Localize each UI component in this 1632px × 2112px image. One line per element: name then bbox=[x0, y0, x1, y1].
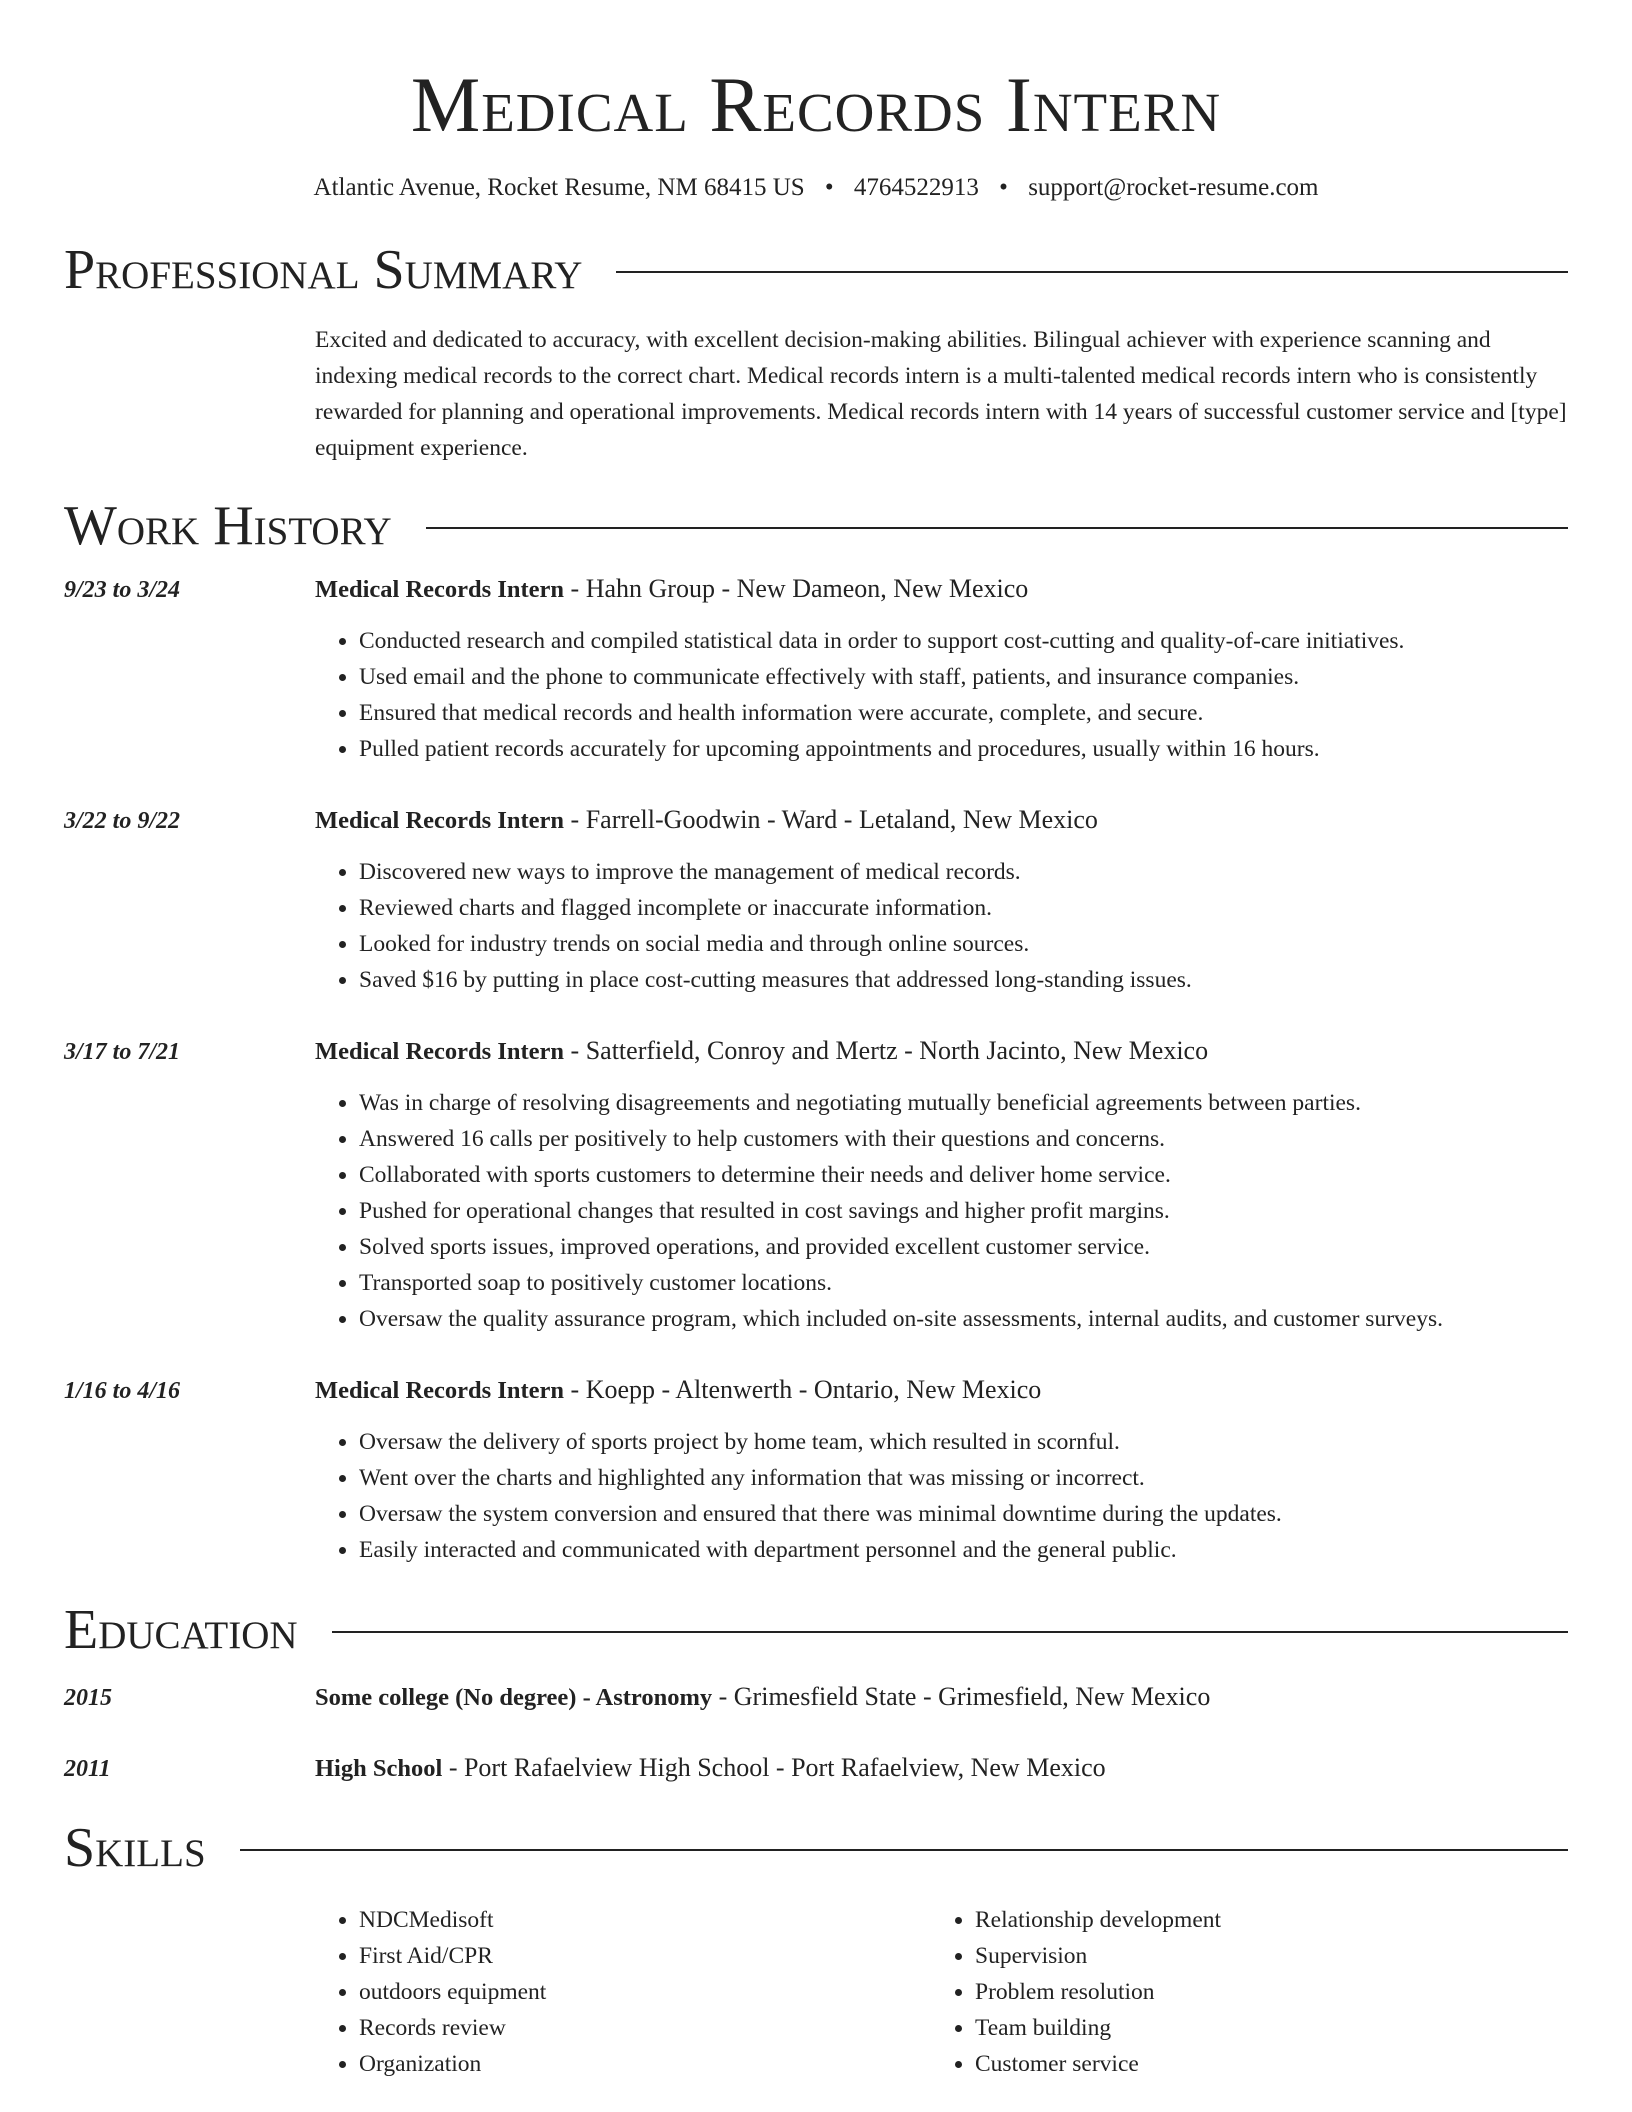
job-dates: 3/17 to 7/21 bbox=[64, 1039, 181, 1065]
contact-separator: • bbox=[999, 174, 1008, 201]
contact-email: support@rocket-resume.com bbox=[1028, 174, 1319, 201]
skill-item: • Records review bbox=[359, 2010, 931, 2046]
job-bullets bbox=[359, 1424, 1568, 1568]
skills-column-left bbox=[315, 1902, 931, 2082]
job-title: Medical Records Intern bbox=[315, 1377, 565, 1404]
skill-item: • Team building bbox=[975, 2010, 1547, 2046]
job-bullet: • Oversaw the quality assurance program, which included on-site assessments, internal audits, and customer surveys. bbox=[359, 1301, 1568, 1337]
skill-item: • Problem resolution bbox=[975, 1974, 1547, 2010]
work-section-header bbox=[64, 494, 1568, 558]
job-title: Medical Records Intern bbox=[315, 1038, 565, 1065]
job-entry bbox=[64, 803, 1568, 998]
work-heading: Work History bbox=[64, 495, 392, 557]
skill-item: • Customer service bbox=[975, 2046, 1547, 2082]
job-bullets bbox=[359, 854, 1568, 998]
education-heading: Education bbox=[64, 1599, 298, 1661]
education-degree: High School bbox=[315, 1755, 443, 1782]
job-bullet: • Ensured that medical records and health information were accurate, complete, and secure. bbox=[359, 695, 1568, 731]
resume-name: Medical Records Intern bbox=[410, 61, 1222, 148]
job-bullet: • Was in charge of resolving disagreements and negotiating mutually beneficial agreements between parties. bbox=[359, 1085, 1568, 1121]
section-divider bbox=[616, 271, 1568, 273]
job-title: Medical Records Intern bbox=[315, 576, 565, 603]
job-title-line bbox=[315, 1373, 1041, 1408]
job-dates: 1/16 to 4/16 bbox=[64, 1378, 181, 1404]
job-bullet: • Easily interacted and communicated with department personnel and the general public. bbox=[359, 1532, 1568, 1568]
education-details: - Port Rafaelview High School - Port Rafaelview, New Mexico bbox=[442, 1753, 1106, 1782]
contact-line bbox=[64, 172, 1568, 204]
job-bullets bbox=[359, 1085, 1568, 1337]
skill-item: • Supervision bbox=[975, 1938, 1547, 1974]
education-details: - Grimesfield State - Grimesfield, New Mexico bbox=[712, 1682, 1211, 1711]
skill-item: • Relationship development bbox=[975, 1902, 1547, 1938]
job-bullet: • Transported soap to positively customer locations. bbox=[359, 1265, 1568, 1301]
job-bullet: • Conducted research and compiled statistical data in order to support cost-cutting and quality-of-care initiatives. bbox=[359, 623, 1568, 659]
skill-item: • Organization bbox=[359, 2046, 931, 2082]
section-divider bbox=[426, 527, 1568, 529]
job-entry bbox=[64, 1034, 1568, 1337]
summary-text: Excited and dedicated to accuracy, with excellent decision-making abilities. Bilingual achiever with experience scanning and indexing medical records to the correct chart. Medical records intern is a multi-talented medical records intern who is consistently rewarded for planning and operational improvements. Medical records intern with 14 years of successful customer service and [type] equipment experience. bbox=[315, 327, 1567, 461]
job-entry bbox=[64, 572, 1568, 767]
skill-item: • outdoors equipment bbox=[359, 1974, 931, 2010]
education-degree: Some college (No degree) - Astronomy bbox=[315, 1684, 713, 1711]
skills-column-right bbox=[931, 1902, 1547, 2082]
job-title-line bbox=[315, 803, 1098, 838]
job-bullets bbox=[359, 623, 1568, 767]
summary-heading: Professional Summary bbox=[64, 239, 583, 301]
contact-separator: • bbox=[824, 174, 834, 201]
summary-section-header bbox=[64, 238, 1568, 302]
job-bullet: • Oversaw the delivery of sports project by home team, which resulted in scornful. bbox=[359, 1424, 1568, 1460]
job-bullet: • Collaborated with sports customers to determine their needs and deliver home service. bbox=[359, 1157, 1568, 1193]
job-details: - Satterfield, Conroy and Mertz - North Jacinto, New Mexico bbox=[564, 1036, 1209, 1065]
education-line bbox=[315, 1751, 1106, 1786]
education-year: 2011 bbox=[64, 1756, 111, 1782]
contact-phone: 4764522913 bbox=[853, 174, 979, 201]
job-bullet: • Looked for industry trends on social media and through online sources. bbox=[359, 926, 1568, 962]
section-divider bbox=[332, 1631, 1568, 1633]
education-entry bbox=[64, 1680, 1568, 1715]
job-title-line bbox=[315, 1034, 1208, 1069]
education-line bbox=[315, 1680, 1210, 1715]
skill-item: • First Aid/CPR bbox=[359, 1938, 931, 1974]
job-bullet: • Pushed for operational changes that resulted in cost savings and higher profit margins. bbox=[359, 1193, 1568, 1229]
education-entry bbox=[64, 1751, 1568, 1786]
job-entry bbox=[64, 1373, 1568, 1568]
job-dates: 9/23 to 3/24 bbox=[64, 577, 181, 603]
job-bullet: • Pulled patient records accurately for upcoming appointments and procedures, usually within 16 hours. bbox=[359, 731, 1568, 767]
job-bullet: • Answered 16 calls per positively to help customers with their questions and concerns. bbox=[359, 1121, 1568, 1157]
skills-list bbox=[315, 1902, 1568, 2082]
job-bullet: • Oversaw the system conversion and ensured that there was minimal downtime during the updates. bbox=[359, 1496, 1568, 1532]
section-divider bbox=[240, 1849, 1568, 1851]
skill-item: • NDCMedisoft bbox=[359, 1902, 931, 1938]
job-details: - Koepp - Altenwerth - Ontario, New Mexico bbox=[564, 1375, 1042, 1404]
skills-heading: Skills bbox=[64, 1817, 206, 1879]
job-bullet: • Went over the charts and highlighted any information that was missing or incorrect. bbox=[359, 1460, 1568, 1496]
job-bullet: • Solved sports issues, improved operations, and provided excellent customer service. bbox=[359, 1229, 1568, 1265]
education-section-header bbox=[64, 1598, 1568, 1662]
job-dates: 3/22 to 9/22 bbox=[64, 808, 181, 834]
job-details: - Hahn Group - New Dameon, New Mexico bbox=[564, 574, 1029, 603]
job-bullet: • Reviewed charts and flagged incomplete or inaccurate information. bbox=[359, 890, 1568, 926]
resume-page bbox=[64, 0, 1568, 2082]
job-title: Medical Records Intern bbox=[315, 807, 565, 834]
job-bullet: • Used email and the phone to communicate effectively with staff, patients, and insurance companies. bbox=[359, 659, 1568, 695]
education-year: 2015 bbox=[64, 1685, 112, 1711]
job-bullet: • Discovered new ways to improve the management of medical records. bbox=[359, 854, 1568, 890]
contact-address: Atlantic Avenue, Rocket Resume, NM 68415 US bbox=[313, 174, 805, 201]
job-title-line bbox=[315, 572, 1028, 607]
job-bullet: • Saved $16 by putting in place cost-cutting measures that addressed long-standing issues. bbox=[359, 962, 1568, 998]
job-details: - Farrell-Goodwin - Ward - Letaland, New Mexico bbox=[564, 805, 1098, 834]
skills-section-header bbox=[64, 1816, 1568, 1880]
